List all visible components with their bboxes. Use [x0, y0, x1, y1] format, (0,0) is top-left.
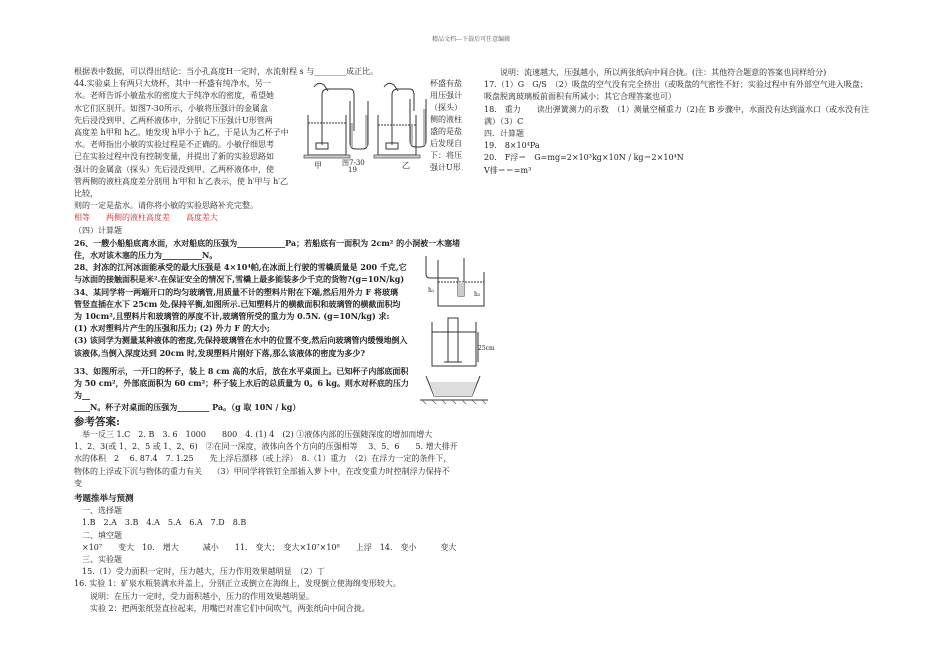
page-header: 精品文档---下载后可任意编辑: [432, 36, 511, 43]
q44-end: 则的一定是盐水。请你将小敏的实验思路补充完整。: [74, 201, 258, 211]
ref-line-3: 物体的上浮或下沉与物体的重力有关 （3）甲同学将铁钉全部插入萝卜中，在改变重力时控制浮力保持不: [74, 466, 450, 476]
q44-line-0: 44.实验桌上有两只大烧杯，其中一杯盛有纯净水，另一: [74, 79, 271, 89]
q44-line-4: 高度差 h甲和 h乙。她发现 h甲小于 h乙，于是认为乙杯子中: [74, 128, 289, 138]
h1-label: h₁: [428, 287, 435, 294]
answer-18-line-0: 18. 重力 读出弹簧测力的示数 （1）测量空桶重力（2)在 B 步骤中，水面没有达到溢水口（或水没有注: [484, 104, 869, 114]
q44-right-4: 盛的是盐: [430, 127, 462, 137]
q44-line-7: 强计的金属盒（探头）先后浸没到甲、乙两杯液体中，使: [74, 164, 274, 174]
q44-right-2: （探头）: [430, 103, 462, 113]
section-calc: （四）计算题: [74, 225, 122, 235]
q44-right-1: 用压强计: [430, 91, 462, 101]
q44-right-7: 强计U形: [430, 163, 461, 173]
q34-line-5: 该液体,当倒入深度达到 20cm 时,发现塑料片刚好下落,那么该液体的密度为多少?: [74, 347, 366, 358]
section-fill: 二、填空题: [82, 530, 122, 540]
depth-label: 25cm: [478, 345, 495, 352]
q44-line-8: 管两侧的液柱高度差分别用 h′甲和 h′乙表示，使 h′甲与 h′乙: [74, 176, 289, 186]
q44-line-5: 水。老师指出小敏的实验过程是不正确的。小敏仔细思考: [74, 140, 274, 150]
q44-right-0: 杯盛有盐: [430, 79, 462, 89]
label-yi: 乙: [402, 161, 410, 170]
q44-right-6: 下：将压: [430, 151, 462, 161]
ref-line-4: 变: [74, 478, 82, 488]
q44-right-3: 侧的液柱: [430, 115, 462, 125]
answer-18-line-1: 满）（3）C: [484, 116, 524, 126]
q33-line-2: ____N。杯子对桌面的压强为________ Pa。（g 取 10N / kg）: [74, 402, 301, 413]
q44-line-2: 水它们区别开。如图7-30所示，小敏将压强计的金属盒: [74, 103, 268, 113]
left-column: [74, 66, 492, 615]
q26-line-0: 26、一艘小船船底离水面，水对船底的压强为____________Pa；若船底有一面积为 2cm² 的小洞被一木塞堵: [74, 237, 461, 248]
ref-line-1: 1、2、3(或 1、2、5 或 1、2、6) ②在同一深度，液体向各个方向的压强相等 3、5、6 5. 增大排开: [74, 442, 458, 452]
section-calc-answers: 四．计算题: [484, 129, 524, 139]
q44-line-6: 已在实验过程中没有控制变量，并提出了新的实验思路如: [74, 152, 274, 162]
answers-choice: 1.B 2.A 3.B 4.A 5.A 6.A 7.D 8.B: [82, 518, 247, 528]
q33-line-1: 为 50 cm²，外部底面积为 60 cm²；杯子装上水后的总质量为 0。6 kg。则水对杯底的压力为__: [74, 378, 409, 401]
q44-line-9: 比较，: [74, 189, 98, 199]
ref-line-0: 举一反三 1.C 2. B 3. 6 1000 800 4. (1) 4 (2) ①液体内部的压强随深度的增加而增大: [82, 429, 433, 439]
answer-16-exp2-explain: 说明：流速越大，压强越小，所以两张纸向中间合拢。(注：其他符合题意的答案也同样给分): [500, 68, 827, 77]
answer-16-explain: 说明：在压力一定时，受力面积越小，压力的作用效果越明显。: [90, 591, 314, 601]
question-44: [74, 78, 492, 200]
answer-16-exp2: 实验 2：把两张纸竖直拉起来，用嘴巴对准它们中间吹气，两张纸向中间合拢。: [90, 603, 370, 613]
section-choice: 一、选择题: [82, 506, 122, 516]
q44-answer: 相等 两侧的液柱高度差 高度差大: [74, 213, 218, 223]
q44-line-1: 水。老师告诉小敏盐水的密度大于纯净水的密度，希望她: [74, 91, 274, 101]
q44-line-3: 先后浸没到甲、乙两杯液体中，分别记下压强计U形管两: [74, 115, 273, 125]
q44-right-5: 后发现自: [430, 139, 462, 149]
h2-label: h₂: [474, 291, 481, 298]
q28-line-1: 与冰面的接触面积是米².在保证安全的情况下,雪橇上最多能装多少千克的货物?(g=10N/kg): [74, 274, 405, 285]
reference-answers-title: 参考答案:: [74, 415, 120, 428]
answer-16: 16. 实验 1：矿泉水瓶装满水并盖上，分别正立或倒立在海绵上，发现倒立使海绵变形较大。: [74, 579, 401, 589]
q34-line-3: (1) 水对塑料片产生的压强和压力; (2) 外力 F 的大小;: [74, 323, 270, 334]
q34-line-2: 为 10cm²,且塑料片和玻璃管的厚度不计,玻璃管所受的重力为 0.5N. (g=10N/kg) 求:: [74, 311, 390, 322]
prev-question-tail: 根据表中数据，可以得出结论：当小孔高度H一定时，水流射程 s 与________成正比。: [74, 67, 379, 76]
answer-19: 19. 8×10⁴Pa: [484, 141, 540, 151]
q34-line-4: (3) 该同学为测量某种液体的密度,先保持玻璃管在水中的位置不变,然后向玻璃管内缓慢地倒入: [74, 335, 408, 346]
fig-num: 19: [348, 166, 357, 174]
right-column: [484, 67, 894, 177]
q33-line-0: 33、如图所示，一开口的杯子，装上 8 cm 高的水后，放在水平桌面上。已知杯子内部底面积: [74, 365, 409, 376]
q26-line-1: 住，水对该木塞的压力为__________N。: [74, 250, 218, 261]
answer-20-volume: V排＝＝=m³: [484, 165, 532, 175]
answer-15: 15.（1）受力面积一定时，压力越大，压力作用效果越明显 （2）丁: [82, 567, 325, 577]
q28-line-0: 28、封冻的江河冰面能承受的最大压强是 4×10⁴帕,在冰面上行驶的雪橇质量是 200 千克,它: [74, 262, 407, 273]
ref-line-2: 水的体积 2 6. 87.4 7. 1.25 先上浮后漂移（或上浮） 8.（1）重力 （2）在浮力一定的条件下，: [74, 454, 452, 464]
fig-label: 图7-30: [342, 159, 365, 167]
label-jia: 甲: [314, 161, 322, 170]
section-experiment: 三、实验题: [82, 554, 122, 564]
q34-line-0: 34、某同学将一两端开口的均匀玻璃管,用质量不计的塑料片附在下端,然后用外力 F 将玻璃: [74, 286, 398, 297]
q34-line-1: 管竖直插在水下 25cm 处,保持平衡,如图所示.已知塑料片的横截面积和玻璃管的横截面积均: [74, 298, 401, 309]
answer-20: 20. F浮＝ G=mg=2×10³kg×10N / kg＝2×10⁴N: [484, 153, 684, 163]
answer-17-line-0: 17.（1）G G/S （2）吸盘的空气没有完全挤出（或吸盘的气密性不好；实验过程中有外部空气进入吸盘；: [484, 80, 868, 90]
answers-fill: ×10⁷ 变大 10. 增大 减小 11. 变大； 变大×10⁷×10⁸ 上浮 14. 变小 变大: [82, 542, 457, 552]
exam-title: 考题推举与预测: [74, 493, 134, 504]
answer-17-line-1: 吸盘脱离玻璃板前面积有所减小；其它合理答案也可）: [484, 92, 676, 102]
